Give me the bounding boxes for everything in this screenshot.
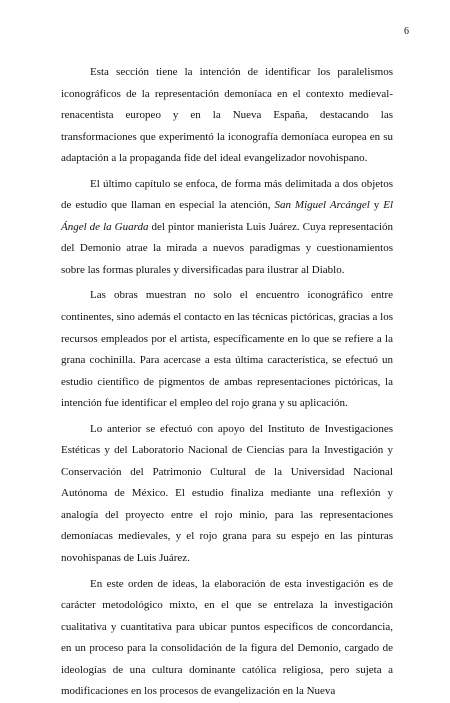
paragraph-text: del pintor manierista Luis Juárez. Cuya representación del Demonio atrae la mirada a nuevos paradigmas y cuestionamientos sobre las formas plurales y diversificadas para ilustrar al Diablo. [61, 220, 393, 276]
paragraph-1 [61, 62, 393, 170]
paragraph-2 [61, 174, 393, 282]
paragraph-text: El último capítulo se enfoca, de forma más delimitada a dos objetos de estudio que llaman en especial la atención, [61, 177, 393, 212]
paragraph-text: Lo anterior se efectuó con apoyo del Instituto de Investigaciones Estéticas y del Laboratorio Nacional de Ciencias para la Investigación y Conservación del Patrimonio Cultural de la Universidad Nacional Autónoma de México. El estudio finaliza mediante una reflexión y analogía del proyecto entre el rojo minio, para las representaciones demoníacas medievales, y el rojo grana para su espejo en las pinturas novohispanas de Luis Juárez. [61, 422, 393, 565]
paragraph-4 [61, 419, 393, 570]
artwork-title-angel-guarda: El Ángel de la Guarda [61, 199, 393, 233]
paragraph-text: y [369, 199, 384, 212]
paragraph-3 [61, 285, 393, 414]
body-text [61, 62, 393, 703]
paragraph-text: Esta sección tiene la intención de identificar los paralelismos iconográficos de la representación demoníaca en el contexto medieval-renacentista europeo y en la Nueva España, destacando las transformaciones que experimentó la iconografía demoníaca europea en su adaptación a la propaganda fide del ideal evangelizador novohispano. [61, 66, 393, 165]
artwork-title-san-miguel: San Miguel Arcángel [274, 199, 370, 212]
paragraph-text: Las obras muestran no solo el encuentro iconográfico entre continentes, sino además el contacto en las técnicas pictóricas, gracias a los recursos empleados por el artista, específicamente en lo que se refiere a la grana cochinilla. Para acercase a esta última característica, se efectuó un estudio científico de pigmentos de ambas representaciones pictóricas, la intención fue identificar el empleo del rojo grana y su aplicación. [61, 289, 394, 410]
page-number: 6 [404, 26, 409, 37]
paragraph-text: En este orden de ideas, la elaboración de esta investigación es de carácter metodológico mixto, en el que se entrelaza la investigación cualitativa y cuantitativa para ubicar puntos específicos de concordancia, en un proceso para la consolidación de la figura del Demonio, cargado de ideologías de una cultura dominante católica religiosa, pero sujeta a modificaciones en los procesos de evangelización en la Nueva [61, 577, 393, 698]
paragraph-5 [61, 574, 393, 703]
